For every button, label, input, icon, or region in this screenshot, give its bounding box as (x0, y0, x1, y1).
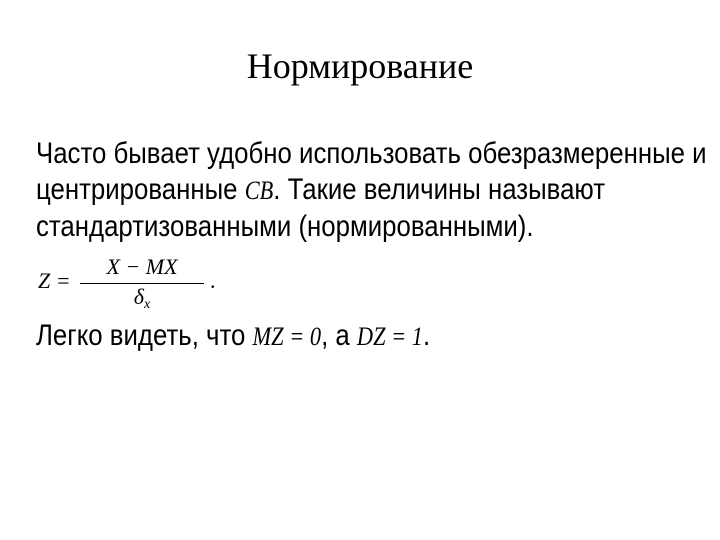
line5-mid: , а (321, 319, 350, 352)
expectation-equation: MZ = 0 (252, 322, 322, 351)
formula-numerator: X − MX (106, 254, 178, 279)
line2-rest: . Такие величины называют (273, 173, 606, 206)
denominator-symbol: δ (133, 284, 144, 309)
paragraph-line-1: Часто бывает удобно использовать обезразмеренные и (36, 137, 707, 170)
formula-period: . (210, 268, 216, 293)
variance-equation: DZ = 1 (356, 322, 423, 351)
formula-lhs: Z = (38, 268, 71, 293)
line2-text: центрированные (36, 173, 238, 206)
paragraph-line-3: стандартизованными (нормированными). (36, 210, 534, 243)
denominator-subscript: x (144, 297, 151, 312)
line5-end: . (422, 319, 431, 352)
paragraph-line-5 (36, 318, 624, 355)
line5-text: Легко видеть, что (36, 319, 246, 352)
paragraph-line-2 (36, 172, 624, 209)
slide-title: Нормирование (246, 46, 474, 86)
formula-denominator (80, 284, 204, 313)
random-variable-abbrev: СВ (244, 176, 274, 205)
